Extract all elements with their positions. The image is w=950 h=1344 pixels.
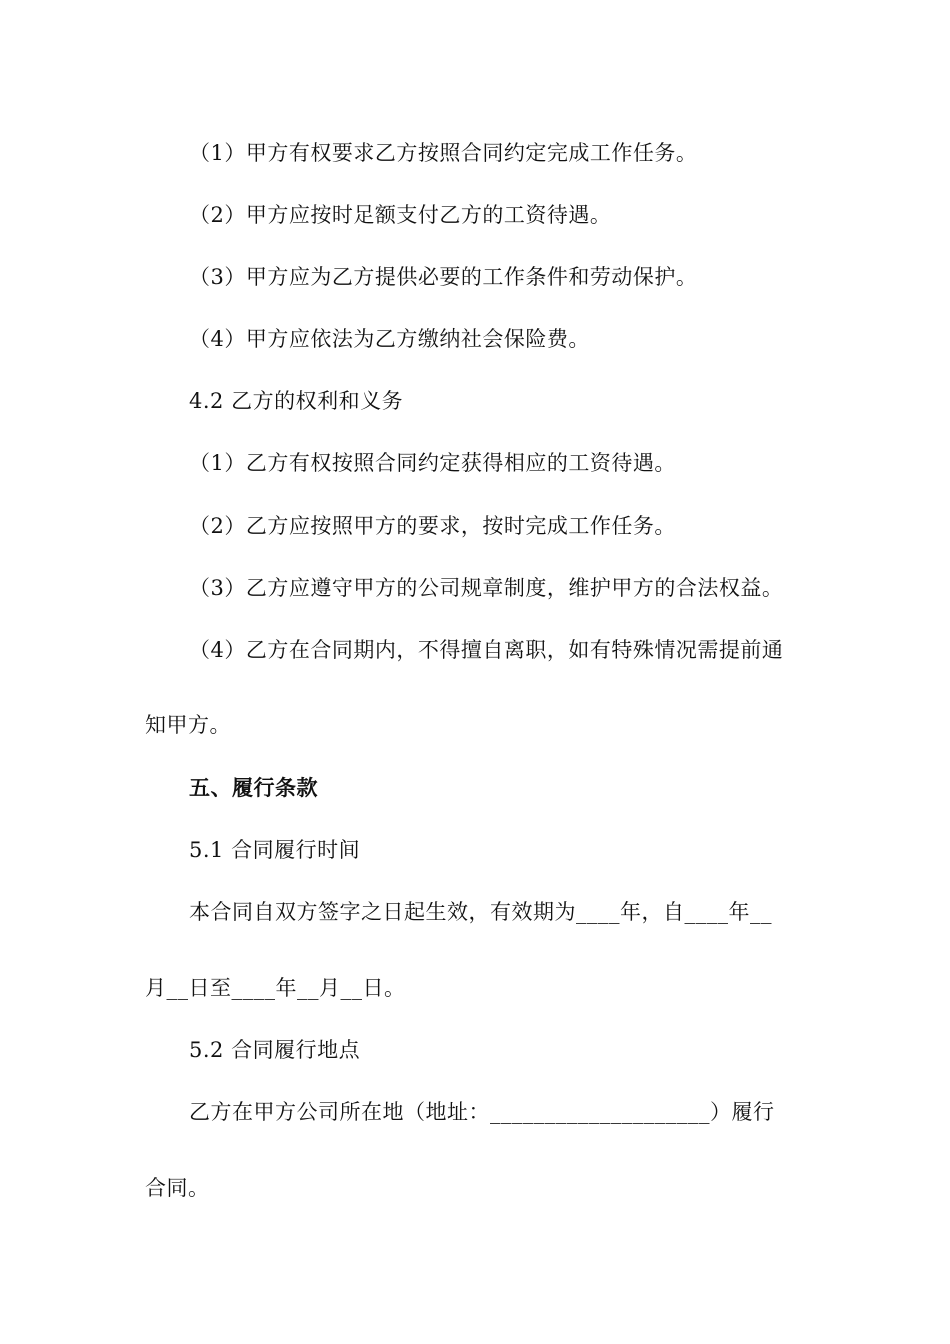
sub-heading-5-2: 5.2 合同履行地点: [189, 1038, 361, 1062]
sub-heading-5-1: 5.1 合同履行时间: [189, 838, 361, 862]
place-text-line-2: 合同。: [145, 1176, 210, 1200]
party-b-item-4: （4）乙方在合同期内，不得擅自离职，如有特殊情况需提前通: [189, 638, 784, 662]
term-text-line-1: 本合同自双方签字之日起生效，有效期为____年，自____年__: [189, 900, 772, 924]
place-text-line-1: 乙方在甲方公司所在地（地址：____________________）履行: [189, 1100, 775, 1124]
party-b-item-1: （1）乙方有权按照合同约定获得相应的工资待遇。: [189, 451, 676, 475]
term-text-line-2: 月__日至____年__月__日。: [145, 976, 406, 1000]
party-b-item-4-continued: 知甲方。: [145, 713, 231, 737]
party-a-item-3: （3）甲方应为乙方提供必要的工作条件和劳动保护。: [189, 265, 698, 289]
party-a-item-1: （1）甲方有权要求乙方按照合同约定完成工作任务。: [189, 141, 698, 165]
sub-heading-4-2: 4.2 乙方的权利和义务: [189, 389, 404, 413]
party-b-item-3: （3）乙方应遵守甲方的公司规章制度，维护甲方的合法权益。: [189, 576, 784, 600]
party-a-item-4: （4）甲方应依法为乙方缴纳社会保险费。: [189, 327, 590, 351]
party-b-item-2: （2）乙方应按照甲方的要求，按时完成工作任务。: [189, 514, 676, 538]
section-5-heading: 五、履行条款: [189, 776, 318, 800]
party-a-item-2: （2）甲方应按时足额支付乙方的工资待遇。: [189, 203, 612, 227]
